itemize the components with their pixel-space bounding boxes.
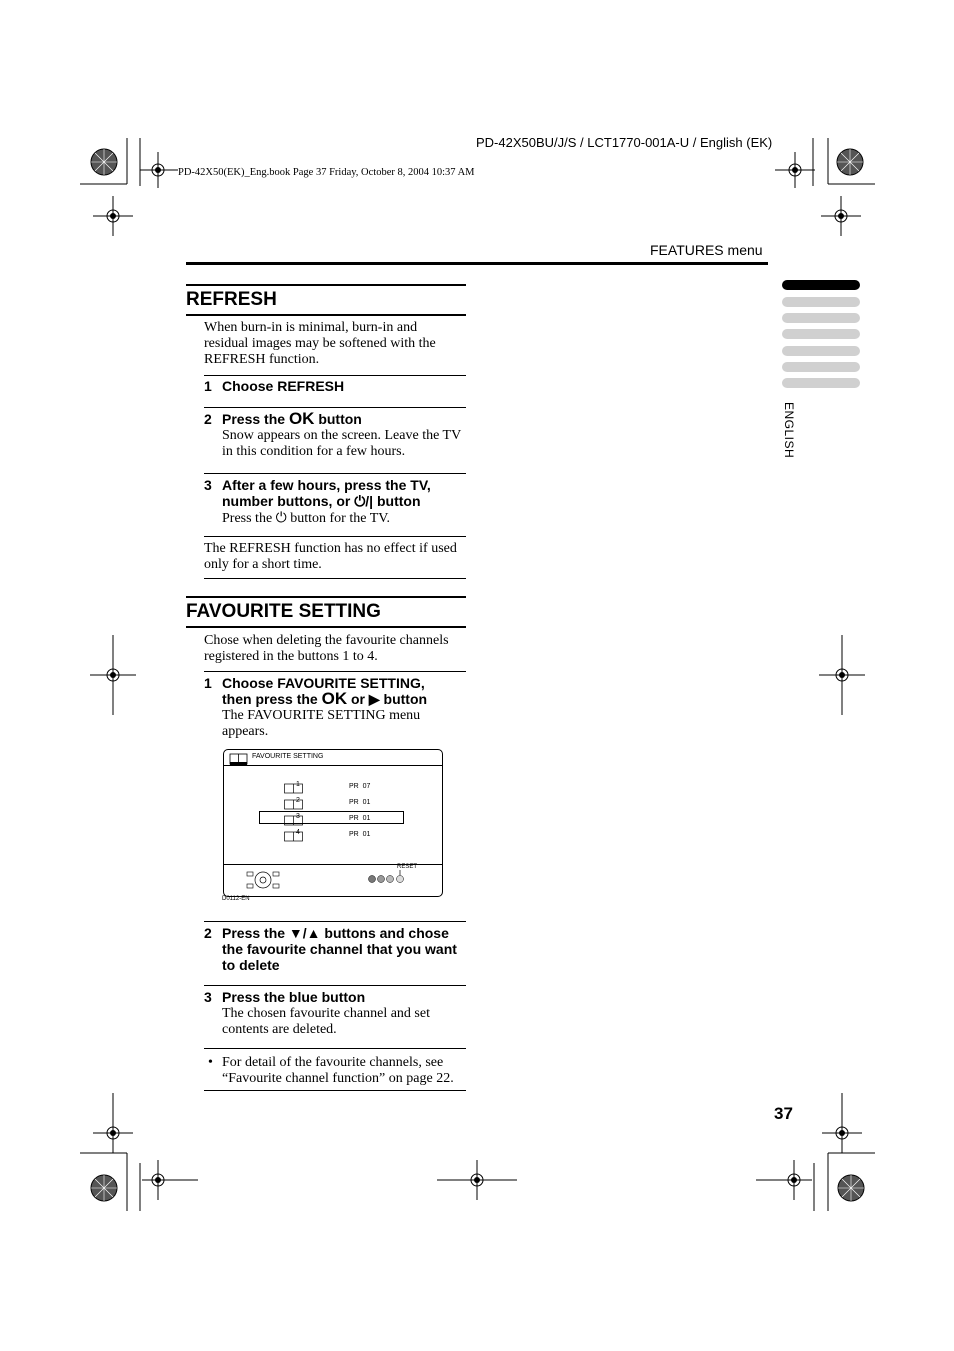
row-number: 4 bbox=[296, 829, 300, 836]
side-tab bbox=[782, 329, 860, 339]
bullet-icon: • bbox=[208, 1055, 213, 1070]
refresh-heading: REFRESH bbox=[186, 289, 277, 310]
row-channel: PR 01 bbox=[349, 815, 371, 822]
refresh-step-3 bbox=[204, 477, 466, 509]
favourite-note: For detail of the favourite channels, see “Favourite channel function” on page 22. bbox=[222, 1055, 454, 1086]
step-label-pre: then press the bbox=[222, 691, 322, 707]
document-reference: PD-42X50BU/J/S / LCT1770-001A-U / English (EK) bbox=[476, 135, 773, 150]
favourite-intro: Chose when deleting the favourite channels registered in the buttons 1 to 4. bbox=[204, 633, 449, 664]
color-buttons-icon bbox=[367, 870, 409, 884]
step-label-line-2: number buttons, or ⏻/| button bbox=[222, 493, 421, 509]
step-label-post: or ▶ button bbox=[347, 691, 428, 707]
row-channel: PR 07 bbox=[349, 783, 371, 790]
favourite-step-2 bbox=[204, 925, 466, 973]
book-icon bbox=[284, 783, 304, 794]
step-label: Press the blue button bbox=[222, 989, 366, 1005]
step-label-post: button bbox=[314, 411, 362, 427]
favourite-step-1 bbox=[204, 675, 466, 708]
side-tab bbox=[782, 313, 860, 323]
favourite-step-1-detail: The FAVOURITE SETTING menu appears. bbox=[222, 708, 421, 739]
crop-mark-bottom-left bbox=[80, 1093, 210, 1213]
favourite-step-3-detail: The chosen favourite channel and set contents are deleted. bbox=[222, 1006, 430, 1037]
header-rule bbox=[186, 262, 768, 265]
section-rule bbox=[186, 314, 466, 316]
divider bbox=[204, 407, 466, 408]
reg-mark-top-right-2 bbox=[775, 150, 815, 190]
row-number: 2 bbox=[296, 797, 300, 804]
refresh-note: The REFRESH function has no effect if used only for a short time. bbox=[204, 541, 457, 572]
step-number: 3 bbox=[204, 477, 212, 493]
favourite-setting-screen bbox=[223, 749, 443, 897]
divider bbox=[204, 536, 466, 537]
section-rule bbox=[186, 596, 466, 598]
book-icon bbox=[284, 799, 304, 810]
divider bbox=[204, 375, 466, 376]
ok-icon: OK bbox=[321, 689, 348, 708]
favourite-step-3 bbox=[204, 989, 466, 1005]
divider bbox=[204, 473, 466, 474]
step-number: 3 bbox=[204, 989, 212, 1005]
divider bbox=[204, 1048, 466, 1049]
remote-dpad-icon bbox=[246, 869, 280, 891]
step-number: 2 bbox=[204, 411, 212, 427]
step-label-pre: Press the bbox=[222, 411, 289, 427]
step-label-line-1: After a few hours, press the TV, bbox=[222, 477, 431, 493]
refresh-step-2 bbox=[204, 411, 466, 427]
selected-row-highlight bbox=[259, 811, 404, 824]
step-label-line-2: the favourite channel that you want bbox=[222, 941, 457, 957]
reset-label: RESET bbox=[397, 864, 418, 870]
reg-mark-bottom-center bbox=[437, 1160, 517, 1200]
figure-code: D0112-EN bbox=[222, 896, 250, 902]
divider bbox=[204, 578, 466, 579]
step-label bbox=[222, 411, 362, 427]
reg-mark-mid-right bbox=[819, 635, 865, 715]
step-number: 1 bbox=[204, 378, 212, 394]
section-rule bbox=[186, 626, 466, 628]
row-channel: PR 01 bbox=[349, 831, 371, 838]
book-icon bbox=[284, 815, 304, 826]
divider bbox=[204, 985, 466, 986]
step-label-line-1: Choose FAVOURITE SETTING, bbox=[222, 675, 425, 691]
refresh-intro: When burn-in is minimal, burn-in and residual images may be softened with the REFRESH function. bbox=[204, 320, 436, 367]
reg-mark-top-left-2 bbox=[140, 150, 180, 190]
page-number: 37 bbox=[774, 1104, 793, 1123]
section-title: FEATURES menu bbox=[650, 242, 763, 258]
side-tab bbox=[782, 297, 860, 307]
refresh-step-3-detail: Press the ⏻ button for the TV. bbox=[222, 511, 391, 526]
side-tab-active bbox=[782, 280, 860, 290]
reg-mark-mid-left bbox=[90, 635, 136, 715]
screen-title: FAVOURITE SETTING bbox=[252, 753, 324, 760]
side-tab bbox=[782, 378, 860, 388]
book-icon bbox=[284, 831, 304, 842]
favourite-heading: FAVOURITE SETTING bbox=[186, 601, 381, 622]
book-page-info: PD-42X50(EK)_Eng.book Page 37 Friday, October 8, 2004 10:37 AM bbox=[178, 167, 475, 178]
step-label-line-2 bbox=[222, 691, 427, 707]
side-tab bbox=[782, 346, 860, 356]
step-label-line-1: Press the ▼/▲ buttons and chose bbox=[222, 925, 449, 941]
step-label: Choose REFRESH bbox=[222, 378, 345, 394]
side-tab bbox=[782, 362, 860, 372]
divider bbox=[204, 1090, 466, 1091]
row-channel: PR 01 bbox=[349, 799, 371, 806]
screen-title-rule bbox=[224, 765, 442, 766]
ok-icon: OK bbox=[288, 409, 315, 428]
refresh-step-1 bbox=[204, 378, 466, 394]
favourite-row[interactable] bbox=[284, 829, 371, 847]
step-number: 1 bbox=[204, 675, 212, 691]
refresh-step-2-detail: Snow appears on the screen. Leave the TV in this condition for a few hours. bbox=[222, 428, 461, 459]
row-number: 1 bbox=[296, 781, 300, 788]
language-label: ENGLISH bbox=[782, 402, 796, 459]
divider bbox=[204, 921, 466, 922]
divider bbox=[204, 671, 466, 672]
crop-mark-bottom-right bbox=[750, 1093, 875, 1213]
step-label-line-3: to delete bbox=[222, 957, 280, 973]
row-number: 3 bbox=[296, 813, 300, 820]
section-rule bbox=[186, 284, 466, 286]
step-number: 2 bbox=[204, 925, 212, 941]
